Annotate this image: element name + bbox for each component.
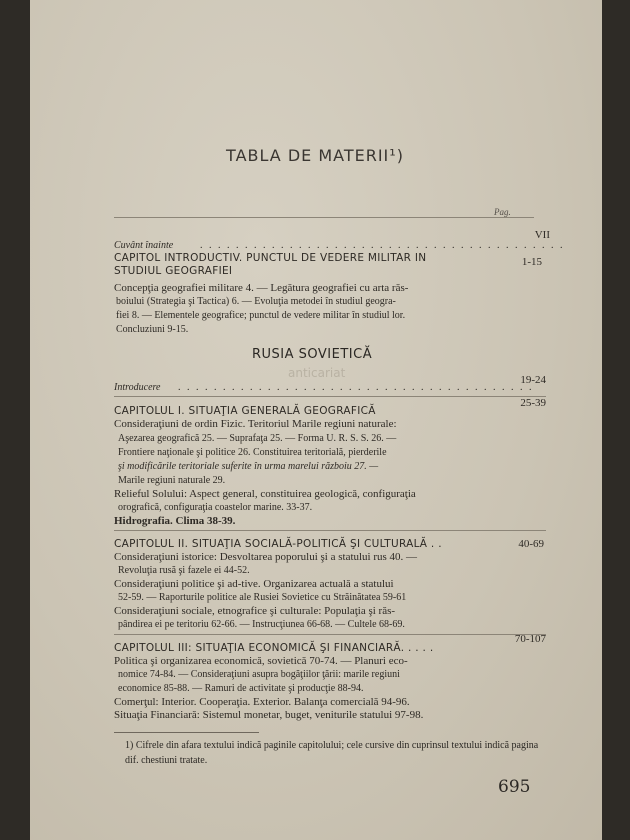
chapter-1-line: şi modificările teritoriale suferite în urma marelui războiu 27. — (118, 461, 379, 472)
chapter-2-line: Consideraţiuni sociale, etnografice şi culturale: Populaţia şi răs- (114, 605, 396, 617)
intro-entry-line: Concepţia geografiei militare 4. — Legătura geografiei cu arta răs- (114, 282, 409, 294)
pag-column-label: Pag. (494, 207, 511, 217)
page-number: 695 (498, 777, 531, 797)
chapter-3-page: 70-107 (514, 633, 546, 645)
foreword-page: VII (534, 229, 550, 241)
chapter-1-line: Frontiere naţionale şi politice 26. Constituirea teritorială, pierderile (118, 447, 387, 458)
intro-entry-line: fiei 8. — Elementele geografice; punctul de vedere militar în studiul lor. (116, 310, 406, 321)
chapter-1-title: CAPITOLUL I. SITUAŢIA GENERALĂ GEOGRAFICĂ (114, 405, 376, 417)
chapter-2-title: CAPITOLUL II. SITUAŢIA SOCIALĂ-POLITICĂ ŞI CULTURALĂ . . (114, 538, 442, 550)
chapter-3-line: Politica şi organizarea economică, sovietică 70-74. — Planuri eco- (114, 655, 408, 667)
chapter-1-line: Relieful Solului: Aspect general, constituirea geologică, configuraţia (114, 488, 416, 500)
chapter-3-line: Comerţul: Interior. Cooperaţia. Exterior. Balanţa comercială 94-96. (114, 696, 410, 708)
footnote-rule (114, 732, 259, 733)
chapter-3-line: economice 85-88. — Ramuri de activitate şi producţie 88-94. (118, 683, 364, 694)
chapter-2-line: 52-59. — Raporturile politice ale Rusiei Sovietice cu Străinătatea 59-61 (118, 592, 407, 603)
introduction-entry: Introducere (114, 382, 161, 393)
chapter-3-title: CAPITOLUL III: SITUAŢIA ECONOMICĂ ŞI FINANCIARĂ. . . . . (114, 642, 434, 654)
divider (114, 396, 546, 397)
footnote: 1) Cifrele din afara textului indică paginile capitolului; cele cursive din cuprinsul textului indică pagina dif. chestiuni tratate. (125, 740, 539, 766)
divider (114, 217, 534, 218)
chapter-1-line: Consideraţiuni de ordin Fizic. Teritoriul Marile regiuni naturale: (114, 418, 397, 430)
chapter-2-page: 40-69 (518, 538, 544, 550)
divider (114, 634, 546, 635)
chapter-3-line: nomice 74-84. — Consideraţiuni asupra bogăţiilor ţării: marile regiuni (118, 669, 400, 680)
divider (114, 530, 546, 531)
chapter-3-line: Situaţia Financiară: Sistemul monetar, buget, veniturile statului 97-98. (114, 709, 424, 721)
watermark: anticariat (288, 366, 346, 380)
intro-chapter-title-2: STUDIUL GEOGRAFIEI (114, 265, 233, 277)
chapter-2-line: Consideraţiuni istorice: Desvoltarea poporului şi a statului rus 40. — (114, 551, 418, 563)
chapter-1-line: Marile regiuni naturale 29. (118, 475, 226, 486)
leader-dots: . . . . . . . . . . . . . . . . . . . . . . . . . . . . . . . . . . . . . . . . (178, 382, 534, 393)
chapter-1-line: orografică, configuraţia coastelor marine. 33-37. (118, 502, 313, 513)
chapter-1-page: 25-39 (520, 397, 546, 409)
page-title: TABLA DE MATERII¹) (226, 146, 404, 165)
section-heading: RUSIA SOVIETICĂ (252, 347, 373, 362)
chapter-2-line: pândirea ei pe teritoriu 62-66. — Instrucţiunea 66-68. — Cultele 68-69. (118, 619, 405, 630)
intro-entry-line: boiului (Strategia şi Tactica) 6. — Evoluţia metodei în studiul geogra- (116, 296, 396, 307)
chapter-1-line: Hidrografia. Clima 38-39. (114, 515, 236, 527)
intro-chapter-page: 1-15 (521, 256, 542, 268)
introduction-page: 19-24 (520, 374, 546, 386)
intro-entry-line: Concluziuni 9-15. (116, 324, 189, 335)
book-page (30, 0, 602, 840)
leader-dots: . . . . . . . . . . . . . . . . . . . . . . . . . . . . . . . . . . . . . . . . . (200, 240, 565, 251)
intro-chapter-title-1: CAPITOL INTRODUCTIV. PUNCTUL DE VEDERE MILITAR IN (114, 252, 427, 264)
chapter-2-line: Consideraţiuni politice şi ad-tive. Organizarea actuală a statului (114, 578, 394, 590)
foreword-entry: Cuvânt înainte (114, 240, 174, 251)
chapter-2-line: Revoluţia rusă şi fazele ei 44-52. (118, 565, 250, 576)
chapter-1-line: Aşezarea geografică 25. — Suprafaţa 25. — Forma U. R. S. S. 26. — (118, 433, 397, 444)
